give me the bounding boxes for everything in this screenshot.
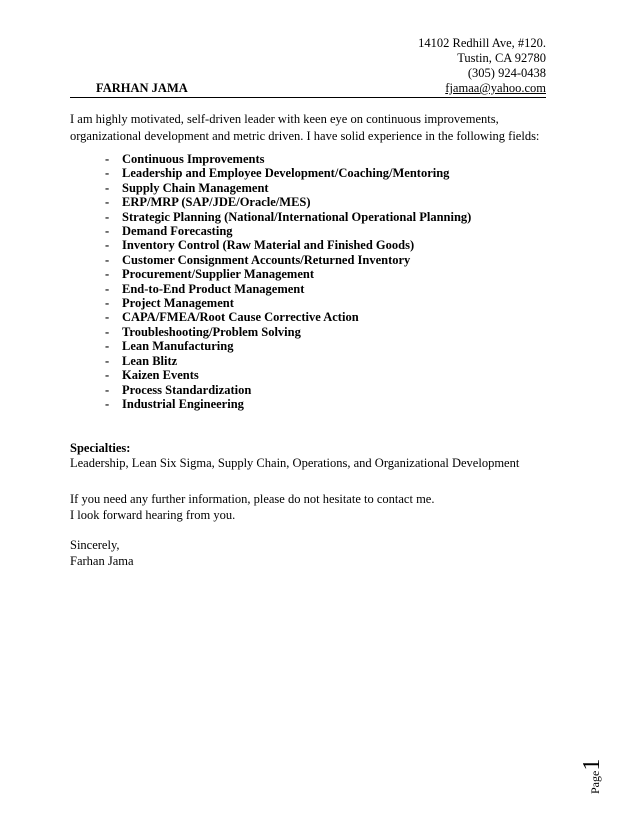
address-line-street: 14102 Redhill Ave, #120. bbox=[418, 36, 546, 50]
intro-line: organizational development and metric driven. I have solid experience in the following fields: bbox=[70, 129, 540, 143]
list-dash: - bbox=[105, 339, 110, 354]
list-item: - Troubleshooting/Problem Solving bbox=[105, 324, 301, 339]
intro-line: I am highly motivated, self-driven leader with keen eye on continuous improvements, bbox=[70, 112, 499, 126]
list-item: - Lean Manufacturing bbox=[105, 339, 234, 354]
list-item: - ERP/MRP (SAP/JDE/Oracle/MES) bbox=[105, 195, 311, 210]
list-dash: - bbox=[105, 368, 110, 383]
list-dash: - bbox=[105, 195, 110, 210]
list-item: - End-to-End Product Management bbox=[105, 281, 305, 296]
page-label: Page bbox=[588, 770, 602, 794]
list-dash: - bbox=[105, 267, 110, 282]
list-dash: - bbox=[105, 252, 110, 267]
list-item: - Process Standardization bbox=[105, 382, 252, 397]
closing-line: If you need any further information, please do not hesitate to contact me. bbox=[70, 492, 435, 506]
list-item: - Industrial Engineering bbox=[105, 396, 244, 411]
intro-paragraph bbox=[70, 111, 546, 145]
list-item: - Inventory Control (Raw Material and Finished Goods) bbox=[105, 238, 415, 253]
list-item: - Demand Forecasting bbox=[105, 224, 233, 239]
list-item: - Supply Chain Management bbox=[105, 180, 269, 195]
page-number: 1 bbox=[579, 758, 605, 771]
list-item: - Procurement/Supplier Management bbox=[105, 267, 314, 282]
list-dash: - bbox=[105, 224, 110, 239]
list-item: - Kaizen Events bbox=[105, 368, 199, 383]
closing-section bbox=[70, 491, 434, 569]
list-item: - CAPA/FMEA/Root Cause Corrective Action bbox=[105, 310, 359, 325]
closing-line: I look forward hearing from you. bbox=[70, 508, 236, 522]
page-number-footer bbox=[579, 684, 606, 794]
contact-address bbox=[418, 36, 546, 81]
list-dash: - bbox=[105, 296, 110, 311]
list-dash: - bbox=[105, 396, 110, 411]
page-number-rotated bbox=[579, 759, 606, 794]
specialties-text: Leadership, Lean Six Sigma, Supply Chain, Operations, and Organizational Development bbox=[70, 456, 520, 470]
list-item: - Continuous Improvements bbox=[105, 152, 265, 166]
applicant-name: FARHAN JAMA bbox=[96, 81, 188, 95]
list-dash: - bbox=[105, 209, 110, 224]
list-dash: - bbox=[105, 324, 110, 339]
list-dash: - bbox=[105, 353, 110, 368]
list-dash: - bbox=[105, 281, 110, 296]
address-line-phone: (305) 924-0438 bbox=[467, 66, 546, 80]
list-dash: - bbox=[105, 152, 110, 166]
list-dash: - bbox=[105, 382, 110, 397]
list-dash: - bbox=[105, 310, 110, 325]
list-item: - Lean Blitz bbox=[105, 353, 178, 368]
spacer bbox=[70, 523, 434, 537]
list-dash: - bbox=[105, 166, 110, 181]
list-item: - Project Management bbox=[105, 296, 234, 311]
email-link[interactable]: fjamaa@yahoo.com bbox=[445, 81, 546, 95]
address-line-city: Tustin, CA 92780 bbox=[457, 51, 546, 65]
list-dash: - bbox=[105, 238, 110, 253]
name-email-line bbox=[70, 81, 546, 98]
experience-fields-list bbox=[105, 152, 471, 411]
signature: Farhan Jama bbox=[70, 554, 134, 568]
list-item: - Leadership and Employee Development/Coaching/Mentoring bbox=[105, 166, 450, 181]
list-item: - Customer Consignment Accounts/Returned Inventory bbox=[105, 252, 411, 267]
salutation: Sincerely, bbox=[70, 538, 120, 552]
specialties-heading: Specialties: bbox=[70, 441, 131, 455]
list-dash: - bbox=[105, 180, 110, 195]
list-item: - Strategic Planning (National/International Operational Planning) bbox=[105, 209, 472, 224]
